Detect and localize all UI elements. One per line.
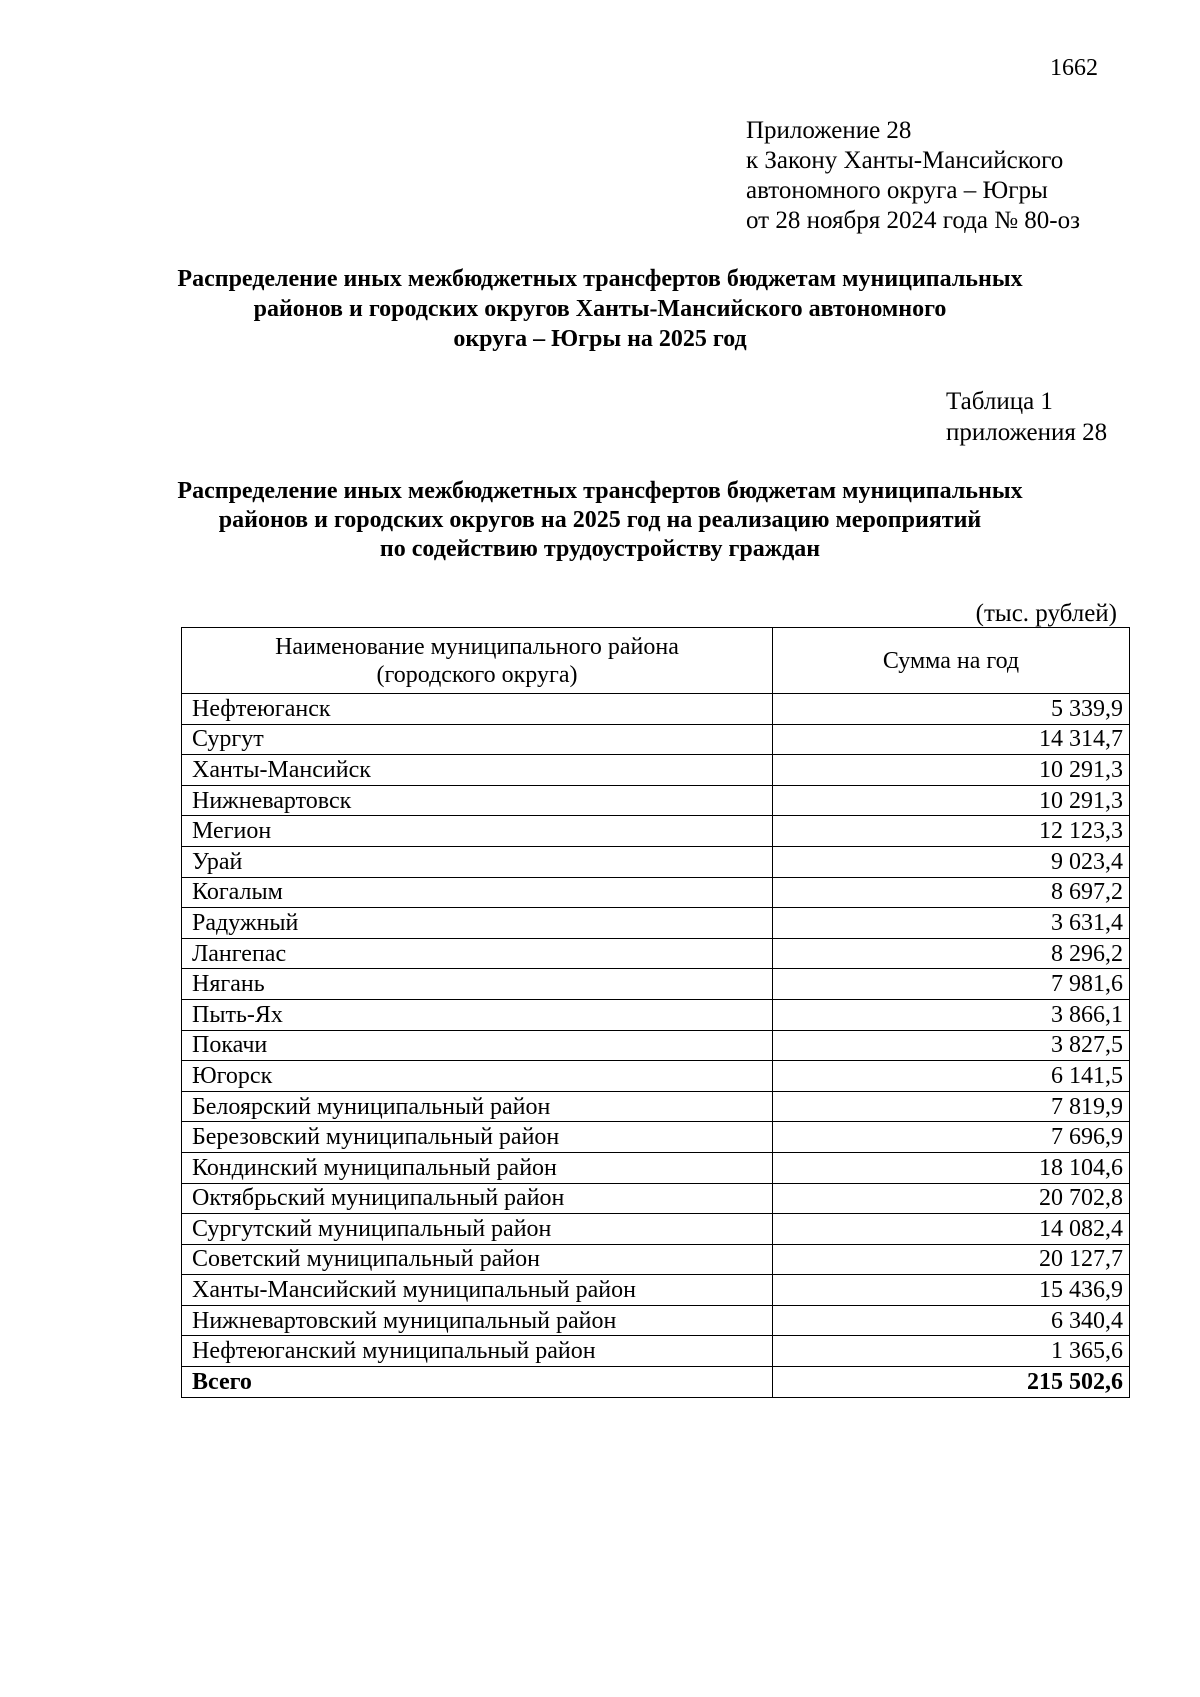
municipality-name: Нягань [182,969,773,1000]
table-row [182,1091,1130,1122]
table-title-line: Распределение иных межбюджетных трансфертов бюджетам муниципальных [177,478,1023,504]
municipality-name: Нефтеюганск [182,694,773,725]
table-caption-line: приложения 28 [946,419,1108,446]
table-row [182,1152,1130,1183]
municipality-name: Белоярский муниципальный район [182,1091,773,1122]
amount-value: 10 291,3 [773,785,1130,816]
column-header-name-line: Наименование муниципального района [275,633,679,660]
appendix-note-line: автономного округа – Югры [746,177,1048,204]
table-row [182,938,1130,969]
table-row [182,908,1130,939]
table-row [182,1122,1130,1153]
table-row [182,999,1130,1030]
amount-value: 7 819,9 [773,1091,1130,1122]
amount-value: 3 631,4 [773,908,1130,939]
municipality-name: Пыть-Ях [182,999,773,1030]
total-label: Всего [182,1367,773,1398]
table-row [182,1336,1130,1367]
table-row [182,785,1130,816]
amount-value: 5 339,9 [773,694,1130,725]
table-row [182,1244,1130,1275]
municipality-name: Когалым [182,877,773,908]
total-amount: 215 502,6 [773,1367,1130,1398]
column-header-name-line: (городского округа) [376,661,578,688]
table-title-line: по содействию трудоустройству граждан [379,536,821,562]
table-caption [946,386,1107,448]
amount-value: 3 827,5 [773,1030,1130,1061]
table-row [182,724,1130,755]
amount-value: 6 340,4 [773,1305,1130,1336]
table-row [182,846,1130,877]
amount-value: 10 291,3 [773,755,1130,786]
appendix-note [746,116,1080,236]
amount-value: 3 866,1 [773,999,1130,1030]
table-caption-line: Таблица 1 [946,388,1053,415]
amount-value: 7 696,9 [773,1122,1130,1153]
table-row [182,1061,1130,1092]
amount-value: 9 023,4 [773,846,1130,877]
main-title [0,264,1200,354]
units-label: (тыс. рублей) [975,600,1117,627]
table-row [182,1030,1130,1061]
amount-value: 1 365,6 [773,1336,1130,1367]
appendix-note-line: к Закону Ханты-Мансийского [746,147,1064,174]
amount-value: 7 981,6 [773,969,1130,1000]
municipality-name: Нижневартовск [182,785,773,816]
page-number: 1662 [1050,55,1098,81]
municipality-name: Нефтеюганский муниципальный район [182,1336,773,1367]
table-row [182,877,1130,908]
table-title-line: районов и городских округов на 2025 год на реализацию мероприятий [218,507,982,533]
municipality-name: Сургутский муниципальный район [182,1214,773,1245]
transfers-table [181,627,1130,1398]
table-row [182,1305,1130,1336]
municipality-name: Мегион [182,816,773,847]
table-body [182,694,1130,1398]
municipality-name: Советский муниципальный район [182,1244,773,1275]
amount-value: 18 104,6 [773,1152,1130,1183]
amount-value: 6 141,5 [773,1061,1130,1092]
main-title-line: Распределение иных межбюджетных трансфертов бюджетам муниципальных [177,266,1023,292]
municipality-name: Урай [182,846,773,877]
amount-value: 20 127,7 [773,1244,1130,1275]
municipality-name: Кондинский муниципальный район [182,1152,773,1183]
amount-value: 8 697,2 [773,877,1130,908]
municipality-name: Ханты-Мансийск [182,755,773,786]
municipality-name: Ханты-Мансийский муниципальный район [182,1275,773,1306]
table-title [0,477,1200,564]
column-header-amount: Сумма на год [773,628,1130,694]
municipality-name: Октябрьский муниципальный район [182,1183,773,1214]
appendix-note-line: Приложение 28 [746,117,912,144]
total-row [182,1367,1130,1398]
amount-value: 14 314,7 [773,724,1130,755]
amount-value: 8 296,2 [773,938,1130,969]
table-row [182,1183,1130,1214]
table-row [182,969,1130,1000]
municipality-name: Нижневартовский муниципальный район [182,1305,773,1336]
amount-value: 14 082,4 [773,1214,1130,1245]
column-header-name [182,628,773,694]
municipality-name: Югорск [182,1061,773,1092]
municipality-name: Радужный [182,908,773,939]
amount-value: 20 702,8 [773,1183,1130,1214]
table-row [182,755,1130,786]
amount-value: 15 436,9 [773,1275,1130,1306]
municipality-name: Сургут [182,724,773,755]
table-row [182,1214,1130,1245]
table-header-row [182,628,1130,694]
main-title-line: округа – Югры на 2025 год [453,326,747,352]
municipality-name: Березовский муниципальный район [182,1122,773,1153]
table-row [182,1275,1130,1306]
appendix-note-line: от 28 ноября 2024 года № 80-оз [746,207,1080,234]
table-row [182,694,1130,725]
table-row [182,816,1130,847]
municipality-name: Покачи [182,1030,773,1061]
amount-value: 12 123,3 [773,816,1130,847]
main-title-line: районов и городских округов Ханты-Мансийского автономного [253,296,947,322]
municipality-name: Лангепас [182,938,773,969]
